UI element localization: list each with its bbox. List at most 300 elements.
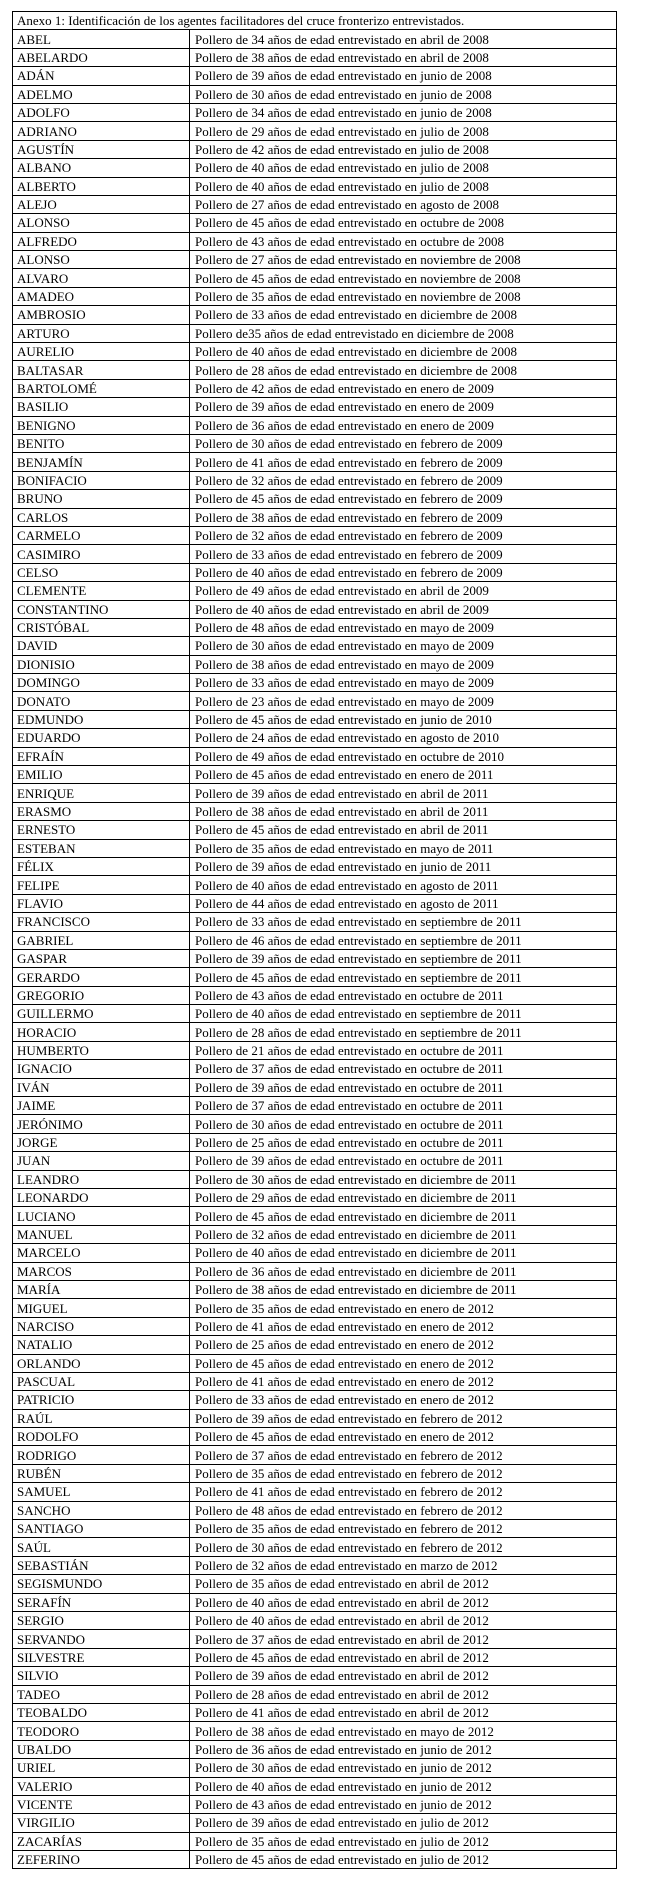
description-cell: Pollero de 39 años de edad entrevistado en abril de 2011 [190, 784, 617, 802]
description-cell: Pollero de 33 años de edad entrevistado en enero de 2012 [190, 1391, 617, 1409]
table-row [13, 1409, 617, 1427]
pseudonym-cell: ALFREDO [13, 232, 190, 250]
description-cell: Pollero de 38 años de edad entrevistado en mayo de 2009 [190, 655, 617, 673]
table-row [13, 1041, 617, 1059]
table-row [13, 949, 617, 967]
description-cell: Pollero de 30 años de edad entrevistado en octubre de 2011 [190, 1115, 617, 1133]
table-row [13, 48, 617, 66]
description-cell: Pollero de 37 años de edad entrevistado en febrero de 2012 [190, 1446, 617, 1464]
description-cell: Pollero de 25 años de edad entrevistado en octubre de 2011 [190, 1133, 617, 1151]
description-cell: Pollero de 49 años de edad entrevistado en abril de 2009 [190, 582, 617, 600]
description-cell: Pollero de 39 años de edad entrevistado en octubre de 2011 [190, 1152, 617, 1170]
pseudonym-cell: EFRAÍN [13, 747, 190, 765]
pseudonym-cell: ERASMO [13, 802, 190, 820]
pseudonym-cell: URIEL [13, 1759, 190, 1777]
description-cell: Pollero de 32 años de edad entrevistado en febrero de 2009 [190, 471, 617, 489]
table-row [13, 85, 617, 103]
description-cell: Pollero de 38 años de edad entrevistado en diciembre de 2011 [190, 1280, 617, 1298]
description-cell: Pollero de 36 años de edad entrevistado en junio de 2012 [190, 1740, 617, 1758]
description-cell: Pollero de 45 años de edad entrevistado en septiembre de 2011 [190, 968, 617, 986]
description-cell: Pollero de 32 años de edad entrevistado en marzo de 2012 [190, 1556, 617, 1574]
description-cell: Pollero de 38 años de edad entrevistado en abril de 2008 [190, 48, 617, 66]
description-cell: Pollero de 38 años de edad entrevistado en mayo de 2012 [190, 1722, 617, 1740]
pseudonym-cell: DIONISIO [13, 655, 190, 673]
description-cell: Pollero de 42 años de edad entrevistado en julio de 2008 [190, 140, 617, 158]
table-row [13, 1446, 617, 1464]
description-cell: Pollero de 40 años de edad entrevistado en abril de 2012 [190, 1611, 617, 1629]
description-cell: Pollero de 35 años de edad entrevistado en enero de 2012 [190, 1299, 617, 1317]
table-row [13, 1097, 617, 1115]
pseudonym-cell: ALBANO [13, 159, 190, 177]
description-cell: Pollero de 32 años de edad entrevistado en diciembre de 2011 [190, 1225, 617, 1243]
pseudonym-cell: GREGORIO [13, 986, 190, 1004]
pseudonym-cell: NARCISO [13, 1317, 190, 1335]
pseudonym-cell: NATALIO [13, 1336, 190, 1354]
table-row [13, 894, 617, 912]
pseudonym-cell: CELSO [13, 563, 190, 581]
pseudonym-cell: SILVIO [13, 1667, 190, 1685]
description-cell: Pollero de 29 años de edad entrevistado en diciembre de 2011 [190, 1189, 617, 1207]
description-cell: Pollero de 21 años de edad entrevistado en octubre de 2011 [190, 1041, 617, 1059]
table-row [13, 1170, 617, 1188]
table-row [13, 1795, 617, 1813]
table-row [13, 1556, 617, 1574]
description-cell: Pollero de 39 años de edad entrevistado en abril de 2012 [190, 1667, 617, 1685]
table-row [13, 802, 617, 820]
table-row [13, 655, 617, 673]
table-row [13, 1317, 617, 1335]
pseudonym-cell: LEONARDO [13, 1189, 190, 1207]
table-row [13, 600, 617, 618]
pseudonym-cell: BRUNO [13, 490, 190, 508]
description-cell: Pollero de 30 años de edad entrevistado en febrero de 2009 [190, 434, 617, 452]
table-row [13, 269, 617, 287]
description-cell: Pollero de 28 años de edad entrevistado en septiembre de 2011 [190, 1023, 617, 1041]
pseudonym-cell: SILVESTRE [13, 1648, 190, 1666]
pseudonym-cell: SERGIO [13, 1611, 190, 1629]
table-caption: Anexo 1: Identificación de los agentes facilitadores del cruce fronterizo entrevistados. [13, 12, 617, 30]
description-cell: Pollero de 37 años de edad entrevistado en abril de 2012 [190, 1630, 617, 1648]
table-row [13, 1575, 617, 1593]
pseudonym-cell: BASILIO [13, 398, 190, 416]
description-cell: Pollero de 39 años de edad entrevistado en enero de 2009 [190, 398, 617, 416]
description-cell: Pollero de 42 años de edad entrevistado en enero de 2009 [190, 379, 617, 397]
table-row [13, 692, 617, 710]
table-row [13, 379, 617, 397]
description-cell: Pollero de 39 años de edad entrevistado en octubre de 2011 [190, 1078, 617, 1096]
table-row [13, 1759, 617, 1777]
table-row [13, 1814, 617, 1832]
pseudonym-cell: MANUEL [13, 1225, 190, 1243]
table-row [13, 122, 617, 140]
description-cell: Pollero de 45 años de edad entrevistado en enero de 2012 [190, 1428, 617, 1446]
pseudonym-cell: DAVID [13, 637, 190, 655]
description-cell: Pollero de 41 años de edad entrevistado en febrero de 2012 [190, 1483, 617, 1501]
table-row [13, 103, 617, 121]
table-row [13, 490, 617, 508]
table-row [13, 1354, 617, 1372]
pseudonym-cell: RUBÉN [13, 1464, 190, 1482]
pseudonym-cell: FÉLIX [13, 857, 190, 875]
description-cell: Pollero de 48 años de edad entrevistado en febrero de 2012 [190, 1501, 617, 1519]
pseudonym-cell: ERNESTO [13, 821, 190, 839]
table-row [13, 674, 617, 692]
table-row [13, 1207, 617, 1225]
pseudonym-cell: ZACARÍAS [13, 1832, 190, 1850]
table-row [13, 508, 617, 526]
description-cell: Pollero de35 años de edad entrevistado en diciembre de 2008 [190, 324, 617, 342]
pseudonym-cell: JAIME [13, 1097, 190, 1115]
description-cell: Pollero de 36 años de edad entrevistado en enero de 2009 [190, 416, 617, 434]
description-cell: Pollero de 33 años de edad entrevistado en febrero de 2009 [190, 545, 617, 563]
table-row [13, 30, 617, 48]
pseudonym-cell: PASCUAL [13, 1372, 190, 1390]
description-cell: Pollero de 23 años de edad entrevistado en mayo de 2009 [190, 692, 617, 710]
pseudonym-cell: SEGISMUNDO [13, 1575, 190, 1593]
pseudonym-cell: HORACIO [13, 1023, 190, 1041]
table-row [13, 1832, 617, 1850]
pseudonym-cell: CONSTANTINO [13, 600, 190, 618]
description-cell: Pollero de 46 años de edad entrevistado en septiembre de 2011 [190, 931, 617, 949]
table-row [13, 1851, 617, 1869]
pseudonym-cell: ALONSO [13, 251, 190, 269]
description-cell: Pollero de 40 años de edad entrevistado en agosto de 2011 [190, 876, 617, 894]
table-row [13, 1722, 617, 1740]
table-row [13, 416, 617, 434]
pseudonym-cell: DOMINGO [13, 674, 190, 692]
pseudonym-cell: ZEFERINO [13, 1851, 190, 1869]
table-row [13, 361, 617, 379]
pseudonym-cell: CARMELO [13, 526, 190, 544]
description-cell: Pollero de 43 años de edad entrevistado en octubre de 2008 [190, 232, 617, 250]
description-cell: Pollero de 38 años de edad entrevistado en febrero de 2009 [190, 508, 617, 526]
description-cell: Pollero de 25 años de edad entrevistado en enero de 2012 [190, 1336, 617, 1354]
table-row [13, 876, 617, 894]
description-cell: Pollero de 41 años de edad entrevistado en enero de 2012 [190, 1372, 617, 1390]
description-cell: Pollero de 30 años de edad entrevistado en diciembre de 2011 [190, 1170, 617, 1188]
pseudonym-cell: AMADEO [13, 287, 190, 305]
table-row [13, 1115, 617, 1133]
pseudonym-cell: FLAVIO [13, 894, 190, 912]
description-cell: Pollero de 35 años de edad entrevistado en abril de 2012 [190, 1575, 617, 1593]
pseudonym-cell: MARCELO [13, 1244, 190, 1262]
pseudonym-cell: GABRIEL [13, 931, 190, 949]
table-row [13, 1464, 617, 1482]
table-row [13, 1280, 617, 1298]
description-cell: Pollero de 28 años de edad entrevistado en abril de 2012 [190, 1685, 617, 1703]
table-row [13, 232, 617, 250]
pseudonym-cell: SERAFÍN [13, 1593, 190, 1611]
table-row [13, 1372, 617, 1390]
description-cell: Pollero de 45 años de edad entrevistado en febrero de 2009 [190, 490, 617, 508]
description-cell: Pollero de 40 años de edad entrevistado en junio de 2012 [190, 1777, 617, 1795]
pseudonym-cell: SAMUEL [13, 1483, 190, 1501]
pseudonym-cell: ALEJO [13, 195, 190, 213]
table-row [13, 1299, 617, 1317]
table-row [13, 1023, 617, 1041]
description-cell: Pollero de 39 años de edad entrevistado en junio de 2011 [190, 857, 617, 875]
table-row [13, 526, 617, 544]
table-row [13, 618, 617, 636]
description-cell: Pollero de 45 años de edad entrevistado en abril de 2011 [190, 821, 617, 839]
table-row [13, 214, 617, 232]
description-cell: Pollero de 30 años de edad entrevistado en junio de 2012 [190, 1759, 617, 1777]
description-cell: Pollero de 45 años de edad entrevistado en abril de 2012 [190, 1648, 617, 1666]
pseudonym-cell: AGUSTÍN [13, 140, 190, 158]
table-row [13, 1685, 617, 1703]
table-row [13, 1391, 617, 1409]
description-cell: Pollero de 40 años de edad entrevistado en julio de 2008 [190, 177, 617, 195]
document-page [12, 11, 616, 1869]
description-cell: Pollero de 27 años de edad entrevistado en noviembre de 2008 [190, 251, 617, 269]
table-row [13, 729, 617, 747]
pseudonym-cell: MARÍA [13, 1280, 190, 1298]
description-cell: Pollero de 45 años de edad entrevistado en noviembre de 2008 [190, 269, 617, 287]
table-row [13, 159, 617, 177]
description-cell: Pollero de 45 años de edad entrevistado en enero de 2011 [190, 766, 617, 784]
pseudonym-cell: LUCIANO [13, 1207, 190, 1225]
pseudonym-cell: SEBASTIÁN [13, 1556, 190, 1574]
pseudonym-cell: ENRIQUE [13, 784, 190, 802]
description-cell: Pollero de 33 años de edad entrevistado en mayo de 2009 [190, 674, 617, 692]
description-cell: Pollero de 43 años de edad entrevistado en junio de 2012 [190, 1795, 617, 1813]
description-cell: Pollero de 35 años de edad entrevistado en julio de 2012 [190, 1832, 617, 1850]
table-row [13, 67, 617, 85]
table-body [13, 30, 617, 1869]
pseudonym-cell: DONATO [13, 692, 190, 710]
table-row [13, 1189, 617, 1207]
pseudonym-cell: VIRGILIO [13, 1814, 190, 1832]
description-cell: Pollero de 45 años de edad entrevistado en enero de 2012 [190, 1354, 617, 1372]
table-row [13, 784, 617, 802]
table-row [13, 710, 617, 728]
description-cell: Pollero de 33 años de edad entrevistado en septiembre de 2011 [190, 913, 617, 931]
description-cell: Pollero de 40 años de edad entrevistado en septiembre de 2011 [190, 1005, 617, 1023]
description-cell: Pollero de 28 años de edad entrevistado en diciembre de 2008 [190, 361, 617, 379]
description-cell: Pollero de 45 años de edad entrevistado en junio de 2010 [190, 710, 617, 728]
pseudonym-cell: JORGE [13, 1133, 190, 1151]
pseudonym-cell: MARCOS [13, 1262, 190, 1280]
table-row [13, 857, 617, 875]
table-row [13, 398, 617, 416]
description-cell: Pollero de 27 años de edad entrevistado en agosto de 2008 [190, 195, 617, 213]
table-row [13, 251, 617, 269]
pseudonym-cell: TEOBALDO [13, 1703, 190, 1721]
pseudonym-cell: CRISTÓBAL [13, 618, 190, 636]
description-cell: Pollero de 39 años de edad entrevistado en julio de 2012 [190, 1814, 617, 1832]
description-cell: Pollero de 41 años de edad entrevistado en enero de 2012 [190, 1317, 617, 1335]
table-row [13, 545, 617, 563]
table-row [13, 1593, 617, 1611]
table-row [13, 563, 617, 581]
table-row [13, 1703, 617, 1721]
pseudonym-cell: GUILLERMO [13, 1005, 190, 1023]
description-cell: Pollero de 39 años de edad entrevistado en febrero de 2012 [190, 1409, 617, 1427]
pseudonym-cell: AMBROSIO [13, 306, 190, 324]
description-cell: Pollero de 35 años de edad entrevistado en mayo de 2011 [190, 839, 617, 857]
table-row [13, 453, 617, 471]
description-cell: Pollero de 45 años de edad entrevistado en julio de 2012 [190, 1851, 617, 1869]
pseudonym-cell: SANTIAGO [13, 1520, 190, 1538]
table-row [13, 177, 617, 195]
pseudonym-cell: SERVANDO [13, 1630, 190, 1648]
table-row [13, 968, 617, 986]
description-cell: Pollero de 41 años de edad entrevistado en febrero de 2009 [190, 453, 617, 471]
pseudonym-cell: CASIMIRO [13, 545, 190, 563]
table-row [13, 1225, 617, 1243]
description-cell: Pollero de 37 años de edad entrevistado en octubre de 2011 [190, 1097, 617, 1115]
caption-row [13, 12, 617, 30]
pseudonym-cell: EDMUNDO [13, 710, 190, 728]
table-row [13, 471, 617, 489]
table-row [13, 1777, 617, 1795]
pseudonym-cell: RODRIGO [13, 1446, 190, 1464]
table-row [13, 913, 617, 931]
table-row [13, 766, 617, 784]
description-cell: Pollero de 38 años de edad entrevistado en abril de 2011 [190, 802, 617, 820]
pseudonym-cell: ESTEBAN [13, 839, 190, 857]
pseudonym-cell: MIGUEL [13, 1299, 190, 1317]
pseudonym-cell: JERÓNIMO [13, 1115, 190, 1133]
description-cell: Pollero de 30 años de edad entrevistado en mayo de 2009 [190, 637, 617, 655]
description-cell: Pollero de 48 años de edad entrevistado en mayo de 2009 [190, 618, 617, 636]
pseudonym-cell: CARLOS [13, 508, 190, 526]
pseudonym-cell: CLEMENTE [13, 582, 190, 600]
table-row [13, 986, 617, 1004]
description-cell: Pollero de 43 años de edad entrevistado en octubre de 2011 [190, 986, 617, 1004]
pseudonym-cell: FELIPE [13, 876, 190, 894]
description-cell: Pollero de 35 años de edad entrevistado en noviembre de 2008 [190, 287, 617, 305]
pseudonym-cell: IVÁN [13, 1078, 190, 1096]
pseudonym-cell: BENIGNO [13, 416, 190, 434]
pseudonym-cell: ABELARDO [13, 48, 190, 66]
interviewees-table [12, 11, 617, 1869]
table-row [13, 839, 617, 857]
table-row [13, 343, 617, 361]
description-cell: Pollero de 45 años de edad entrevistado en diciembre de 2011 [190, 1207, 617, 1225]
description-cell: Pollero de 36 años de edad entrevistado en diciembre de 2011 [190, 1262, 617, 1280]
pseudonym-cell: LEANDRO [13, 1170, 190, 1188]
pseudonym-cell: ABEL [13, 30, 190, 48]
pseudonym-cell: HUMBERTO [13, 1041, 190, 1059]
description-cell: Pollero de 37 años de edad entrevistado en octubre de 2011 [190, 1060, 617, 1078]
table-row [13, 1262, 617, 1280]
pseudonym-cell: BENJAMÍN [13, 453, 190, 471]
description-cell: Pollero de 40 años de edad entrevistado en julio de 2008 [190, 159, 617, 177]
pseudonym-cell: TEODORO [13, 1722, 190, 1740]
table-row [13, 821, 617, 839]
table-row [13, 306, 617, 324]
pseudonym-cell: BARTOLOMÉ [13, 379, 190, 397]
pseudonym-cell: EDUARDO [13, 729, 190, 747]
table-row [13, 1740, 617, 1758]
pseudonym-cell: ALVARO [13, 269, 190, 287]
table-row [13, 195, 617, 213]
pseudonym-cell: SAÚL [13, 1538, 190, 1556]
description-cell: Pollero de 39 años de edad entrevistado en septiembre de 2011 [190, 949, 617, 967]
description-cell: Pollero de 45 años de edad entrevistado en octubre de 2008 [190, 214, 617, 232]
pseudonym-cell: FRANCISCO [13, 913, 190, 931]
table-row [13, 1667, 617, 1685]
table-row [13, 1538, 617, 1556]
pseudonym-cell: BONIFACIO [13, 471, 190, 489]
description-cell: Pollero de 35 años de edad entrevistado en febrero de 2012 [190, 1464, 617, 1482]
table-row [13, 1336, 617, 1354]
pseudonym-cell: RODOLFO [13, 1428, 190, 1446]
description-cell: Pollero de 33 años de edad entrevistado en diciembre de 2008 [190, 306, 617, 324]
description-cell: Pollero de 24 años de edad entrevistado en agosto de 2010 [190, 729, 617, 747]
description-cell: Pollero de 34 años de edad entrevistado en abril de 2008 [190, 30, 617, 48]
table-row [13, 140, 617, 158]
table-row [13, 1152, 617, 1170]
pseudonym-cell: IGNACIO [13, 1060, 190, 1078]
description-cell: Pollero de 30 años de edad entrevistado en junio de 2008 [190, 85, 617, 103]
pseudonym-cell: EMILIO [13, 766, 190, 784]
description-cell: Pollero de 39 años de edad entrevistado en junio de 2008 [190, 67, 617, 85]
pseudonym-cell: ADELMO [13, 85, 190, 103]
table-row [13, 1133, 617, 1151]
description-cell: Pollero de 44 años de edad entrevistado en agosto de 2011 [190, 894, 617, 912]
pseudonym-cell: GASPAR [13, 949, 190, 967]
table-row [13, 287, 617, 305]
table-row [13, 1520, 617, 1538]
pseudonym-cell: RAÚL [13, 1409, 190, 1427]
table-row [13, 582, 617, 600]
pseudonym-cell: ALONSO [13, 214, 190, 232]
pseudonym-cell: TADEO [13, 1685, 190, 1703]
pseudonym-cell: AURELIO [13, 343, 190, 361]
description-cell: Pollero de 30 años de edad entrevistado en febrero de 2012 [190, 1538, 617, 1556]
table-row [13, 1611, 617, 1629]
description-cell: Pollero de 41 años de edad entrevistado en abril de 2012 [190, 1703, 617, 1721]
description-cell: Pollero de 40 años de edad entrevistado en abril de 2009 [190, 600, 617, 618]
table-row [13, 747, 617, 765]
pseudonym-cell: ADOLFO [13, 103, 190, 121]
description-cell: Pollero de 32 años de edad entrevistado en febrero de 2009 [190, 526, 617, 544]
pseudonym-cell: ARTURO [13, 324, 190, 342]
pseudonym-cell: VALERIO [13, 1777, 190, 1795]
table-row [13, 931, 617, 949]
description-cell: Pollero de 40 años de edad entrevistado en febrero de 2009 [190, 563, 617, 581]
table-row [13, 637, 617, 655]
pseudonym-cell: SANCHO [13, 1501, 190, 1519]
table-row [13, 1078, 617, 1096]
pseudonym-cell: PATRICIO [13, 1391, 190, 1409]
pseudonym-cell: JUAN [13, 1152, 190, 1170]
description-cell: Pollero de 40 años de edad entrevistado en diciembre de 2011 [190, 1244, 617, 1262]
description-cell: Pollero de 40 años de edad entrevistado en abril de 2012 [190, 1593, 617, 1611]
table-row [13, 324, 617, 342]
table-row [13, 1060, 617, 1078]
pseudonym-cell: ALBERTO [13, 177, 190, 195]
table-row [13, 1630, 617, 1648]
table-row [13, 1501, 617, 1519]
pseudonym-cell: ORLANDO [13, 1354, 190, 1372]
description-cell: Pollero de 34 años de edad entrevistado en junio de 2008 [190, 103, 617, 121]
pseudonym-cell: ADRIANO [13, 122, 190, 140]
table-row [13, 1428, 617, 1446]
description-cell: Pollero de 49 años de edad entrevistado en octubre de 2010 [190, 747, 617, 765]
table-row [13, 1244, 617, 1262]
pseudonym-cell: VICENTE [13, 1795, 190, 1813]
pseudonym-cell: BENITO [13, 434, 190, 452]
pseudonym-cell: UBALDO [13, 1740, 190, 1758]
table-row [13, 1005, 617, 1023]
table-row [13, 434, 617, 452]
description-cell: Pollero de 40 años de edad entrevistado en diciembre de 2008 [190, 343, 617, 361]
description-cell: Pollero de 29 años de edad entrevistado en julio de 2008 [190, 122, 617, 140]
description-cell: Pollero de 35 años de edad entrevistado en febrero de 2012 [190, 1520, 617, 1538]
